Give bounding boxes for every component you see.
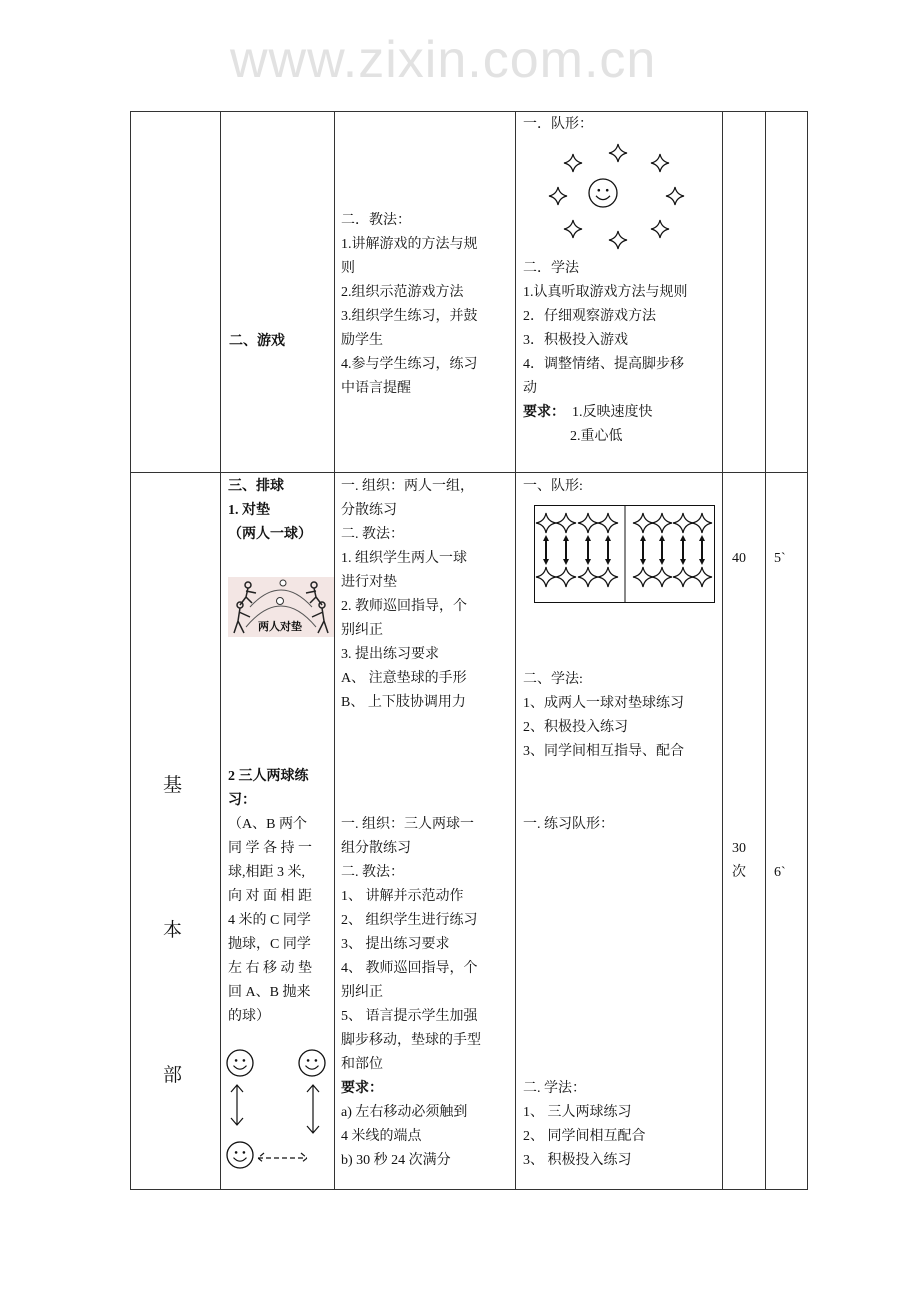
teaching-method-line: 3、 提出练习要求 bbox=[341, 937, 450, 952]
learning-method-line: 3、同学间相互指导、配合 bbox=[523, 744, 684, 759]
part-char: 部 bbox=[163, 1065, 183, 1086]
teaching-method-line: 一. 组织：三人两球一 bbox=[341, 817, 474, 832]
teaching-method-line: 3.组织学生练习，并鼓 bbox=[341, 309, 478, 324]
requirement-line: 2.重心低 bbox=[570, 429, 623, 444]
time-value: 6` bbox=[774, 865, 786, 880]
teaching-method-line: 一. 组织：两人一组， bbox=[341, 479, 474, 494]
formation-label: 一. 练习队形： bbox=[523, 817, 614, 832]
count-value: 40 bbox=[732, 551, 746, 566]
learning-method-line: 2．仔细观察游戏方法 bbox=[523, 309, 656, 324]
drill2-description: （A、B 两个 bbox=[228, 817, 307, 832]
requirement-line: 1.反映速度快 bbox=[572, 405, 653, 420]
student-star-icon bbox=[666, 187, 684, 205]
student-star-icon bbox=[651, 154, 669, 172]
formation-label: 一．队形： bbox=[523, 117, 593, 132]
drill2-description: 的球） bbox=[228, 1009, 270, 1024]
student-star-icon bbox=[651, 220, 669, 238]
learning-method-line: 4．调整情绪、提高脚步移 bbox=[523, 357, 684, 372]
teaching-method-line: 中语言提醒 bbox=[341, 381, 411, 396]
image-caption: 两人对垫 bbox=[258, 621, 302, 633]
teacher-smiley-icon bbox=[227, 1142, 253, 1168]
student-star-icon bbox=[673, 567, 693, 587]
teaching-method-line: 2、 组织学生进行练习 bbox=[341, 913, 478, 928]
teaching-method-line: A、 注意垫球的手形 bbox=[341, 671, 467, 686]
student-star-icon bbox=[578, 567, 598, 587]
teacher-smiley-icon bbox=[589, 179, 617, 207]
drill2-description: 左 右 移 动 垫 bbox=[228, 961, 312, 976]
time-value: 5` bbox=[774, 551, 786, 566]
teaching-method-line: 2. 教师巡回指导，个 bbox=[341, 599, 467, 614]
student-star-icon bbox=[578, 513, 598, 533]
learning-method-line: 3．积极投入游戏 bbox=[523, 333, 628, 348]
formation-label: 一、队形: bbox=[523, 479, 583, 494]
teaching-method-line: 4、 教师巡回指导，个 bbox=[341, 961, 478, 976]
student-star-icon bbox=[549, 187, 567, 205]
three-person-diagram bbox=[0, 0, 1, 1]
part-char: 基 bbox=[163, 775, 183, 796]
drill2-description: 4 米的 C 同学 bbox=[228, 913, 311, 928]
teaching-method-line: 1、 讲解并示范动作 bbox=[341, 889, 464, 904]
teaching-method-line: 1. 组织学生两人一球 bbox=[341, 551, 467, 566]
student-star-icon bbox=[564, 220, 582, 238]
volleyball-title: （两人一球） bbox=[228, 527, 312, 542]
teaching-method-line: 5、 语言提示学生加强 bbox=[341, 1009, 478, 1024]
teaching-method-line: 1.讲解游戏的方法与规 bbox=[341, 237, 478, 252]
learning-method-line: 1.认真听取游戏方法与规则 bbox=[523, 285, 688, 300]
teaching-method-line: 别纠正 bbox=[341, 985, 383, 1000]
learning-method-line: 3、 积极投入练习 bbox=[523, 1153, 632, 1168]
volleyball-title: 1. 对垫 bbox=[228, 503, 270, 518]
teaching-method-line: 别纠正 bbox=[341, 623, 383, 638]
student-star-icon bbox=[609, 144, 627, 162]
drill2-title: 2 三人两球练 bbox=[228, 769, 309, 784]
student-star-icon bbox=[633, 567, 653, 587]
learning-method-line: 二. 学法： bbox=[523, 1081, 586, 1096]
drill2-description: 抛球，C 同学 bbox=[228, 937, 311, 952]
teaching-method-line: 二. 教法： bbox=[341, 527, 404, 542]
teaching-method-line: 4.参与学生练习，练习 bbox=[341, 357, 478, 372]
student-star-icon bbox=[609, 231, 627, 249]
student-star-icon bbox=[564, 154, 582, 172]
learning-method-line: 2、积极投入练习 bbox=[523, 720, 628, 735]
student-star-icon bbox=[652, 513, 672, 533]
student-star-icon bbox=[633, 513, 653, 533]
count-unit: 次 bbox=[732, 865, 746, 880]
part-char: 本 bbox=[163, 920, 183, 941]
student-star-icon bbox=[598, 567, 618, 587]
teaching-method-line: 分散练习 bbox=[341, 503, 397, 518]
teaching-method-line: B、 上下肢协调用力 bbox=[341, 695, 466, 710]
teaching-method-line: 3. 提出练习要求 bbox=[341, 647, 439, 662]
drill2-description: 同 学 各 持 一 bbox=[228, 841, 312, 856]
teacher-smiley-icon bbox=[299, 1050, 325, 1076]
learning-method-line: 动 bbox=[523, 381, 537, 396]
student-star-icon bbox=[652, 567, 672, 587]
learning-method-line: 1、 三人两球练习 bbox=[523, 1105, 632, 1120]
teaching-method-line: 则 bbox=[341, 261, 355, 276]
requirement-line: 4 米线的端点 bbox=[341, 1129, 422, 1144]
teaching-method-line: 二. 教法： bbox=[341, 865, 404, 880]
horizontal-dashed-arrow-icon bbox=[258, 1153, 307, 1163]
section-title-game: 二、游戏 bbox=[229, 334, 285, 349]
learning-method-line: 二、学法: bbox=[523, 672, 583, 687]
volleyball-title: 三、排球 bbox=[228, 479, 284, 494]
teacher-smiley-icon bbox=[227, 1050, 253, 1076]
pair-formation-diagram bbox=[534, 505, 715, 603]
teaching-method-line: 进行对垫 bbox=[341, 575, 397, 590]
teaching-method-line: 脚步移动，垫球的手型 bbox=[341, 1033, 481, 1048]
student-star-icon bbox=[556, 513, 576, 533]
watermark: www.zixin.com.cn bbox=[230, 31, 657, 89]
teaching-method-line: 二．教法： bbox=[341, 213, 411, 228]
student-star-icon bbox=[692, 567, 712, 587]
student-star-icon bbox=[536, 513, 556, 533]
student-star-icon bbox=[692, 513, 712, 533]
drill2-description: 向 对 面 相 距 bbox=[228, 889, 312, 904]
student-star-icon bbox=[556, 567, 576, 587]
teaching-method-line: 2.组织示范游戏方法 bbox=[341, 285, 464, 300]
learning-method-line: 1、成两人一球对垫球练习 bbox=[523, 696, 684, 711]
learning-method-line: 二．学法 bbox=[523, 261, 579, 276]
teaching-method-line: 组分散练习 bbox=[341, 841, 411, 856]
teaching-method-line: 和部位 bbox=[341, 1057, 383, 1072]
drill2-description: 球,相距 3 米, bbox=[228, 865, 305, 880]
requirement-label: 要求： bbox=[341, 1081, 383, 1096]
student-star-icon bbox=[536, 567, 556, 587]
requirement-line: b) 30 秒 24 次满分 bbox=[341, 1153, 451, 1168]
student-star-icon bbox=[598, 513, 618, 533]
drill2-description: 回 A、B 抛来 bbox=[228, 985, 311, 1000]
drill2-title: 习： bbox=[228, 793, 256, 808]
requirement-line: a) 左右移动必须触到 bbox=[341, 1105, 468, 1120]
teaching-method-line: 励学生 bbox=[341, 333, 383, 348]
requirement-label: 要求： bbox=[523, 405, 565, 420]
count-value: 30 bbox=[732, 841, 746, 856]
learning-method-line: 2、 同学间相互配合 bbox=[523, 1129, 646, 1144]
student-star-icon bbox=[673, 513, 693, 533]
